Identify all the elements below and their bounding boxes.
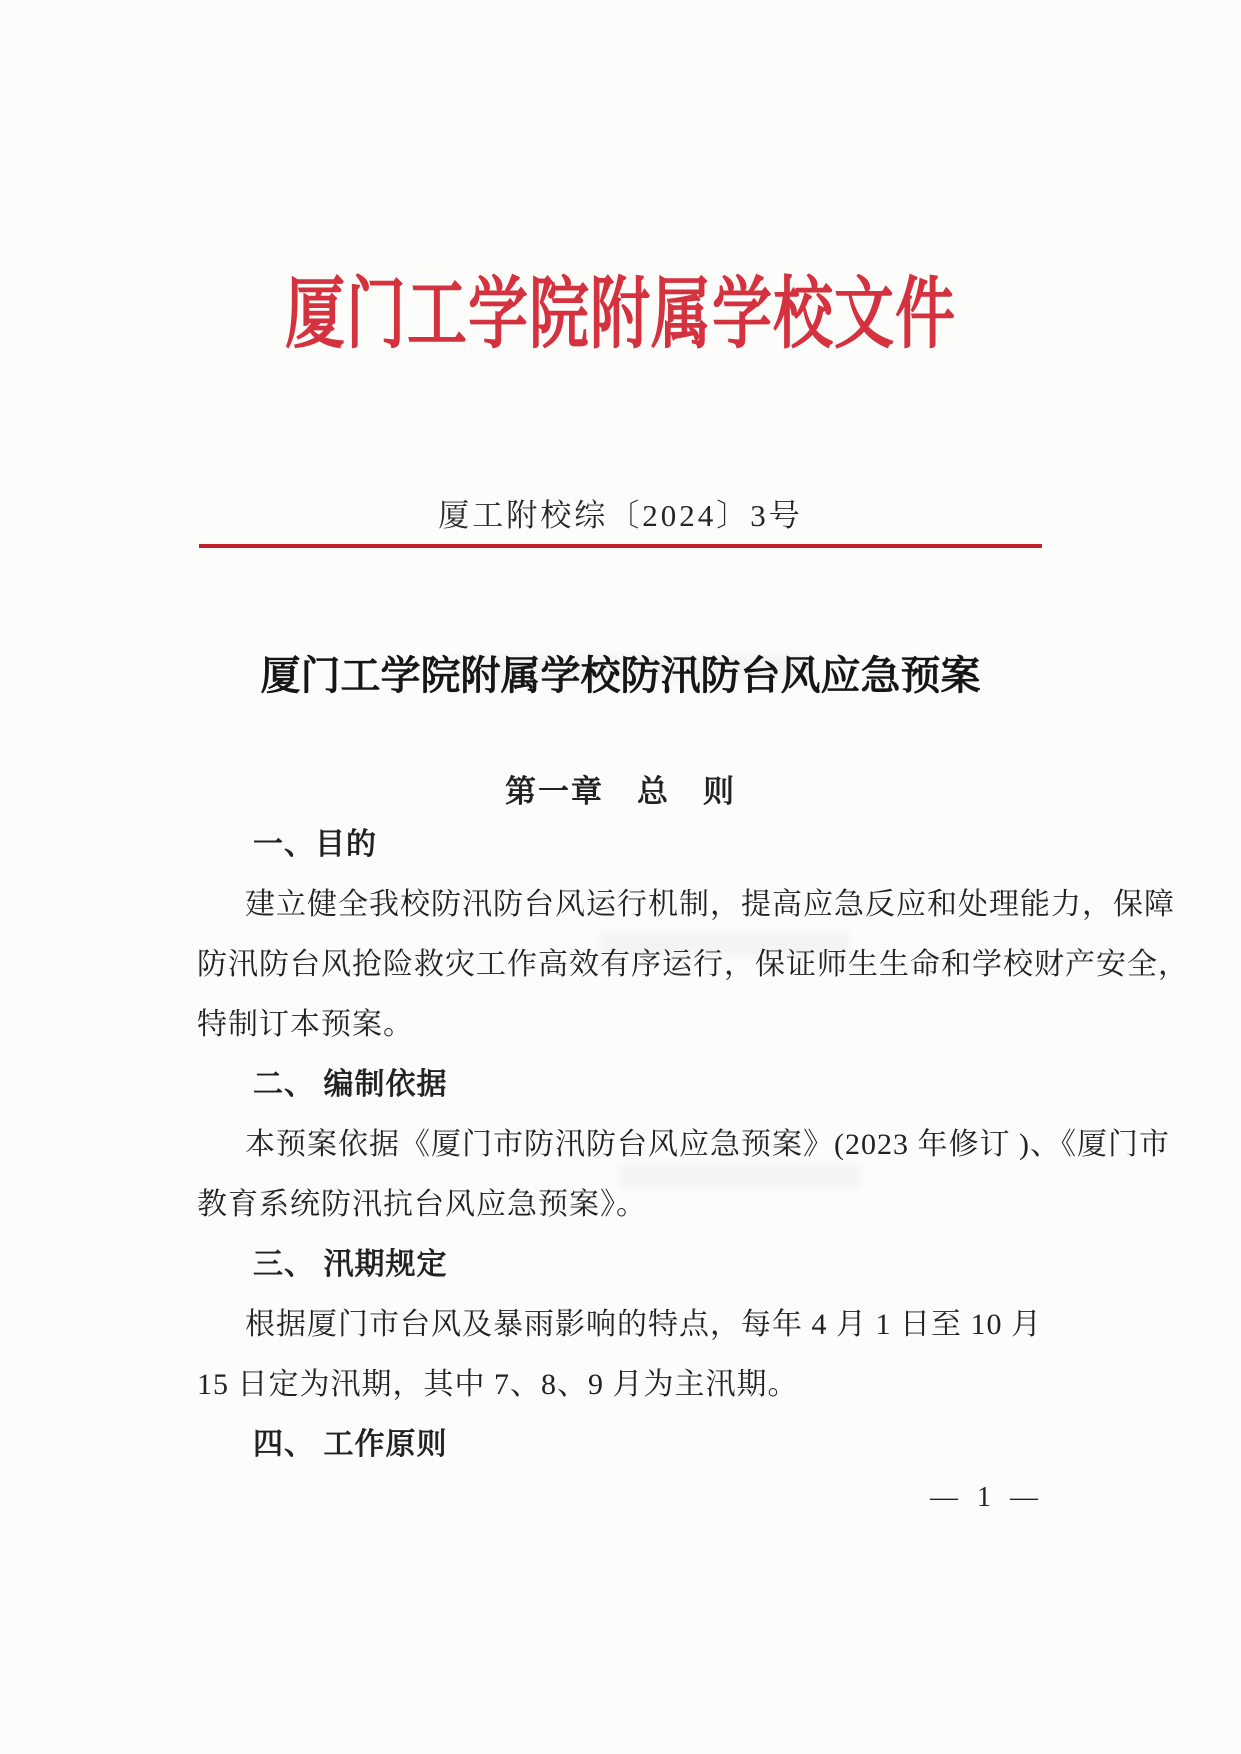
document-reference-number: 厦工附校综〔2024〕3号	[438, 498, 803, 533]
body-line: 特制订本预案。	[197, 1008, 414, 1041]
page-number: — 1 —	[930, 1482, 1044, 1513]
document-title: 厦门工学院附属学校防汛防台风应急预案	[260, 653, 981, 698]
document-body	[197, 815, 1189, 1475]
letterhead-title: 厦门工学院附属学校文件	[285, 271, 956, 358]
section-heading: 四、 工作原则	[253, 1428, 448, 1461]
section-heading: 二、 编制依据	[253, 1068, 448, 1101]
body-line: 15 日定为汛期，其中 7、8、9 月为主汛期。	[197, 1368, 799, 1401]
section-heading: 三、 汛期规定	[253, 1248, 448, 1281]
chapter-heading: 第一章 总 则	[505, 774, 736, 809]
section-heading: 一、目的	[253, 828, 377, 861]
body-line: 教育系统防汛抗台风应急预案》。	[197, 1188, 647, 1221]
body-line: 防汛防台风抢险救灾工作高效有序运行，保证师生生命和学校财产安全，	[197, 948, 1189, 981]
body-line: 建立健全我校防汛防台风运行机制，提高应急反应和处理能力，保障	[245, 888, 1175, 921]
body-line: 根据厦门市台风及暴雨影响的特点，每年 4 月 1 日至 10 月	[245, 1308, 1042, 1341]
body-line: 本预案依据《厦门市防汛防台风应急预案》(2023 年修订 )、《厦门市	[245, 1128, 1170, 1161]
red-divider-rule	[199, 544, 1042, 548]
